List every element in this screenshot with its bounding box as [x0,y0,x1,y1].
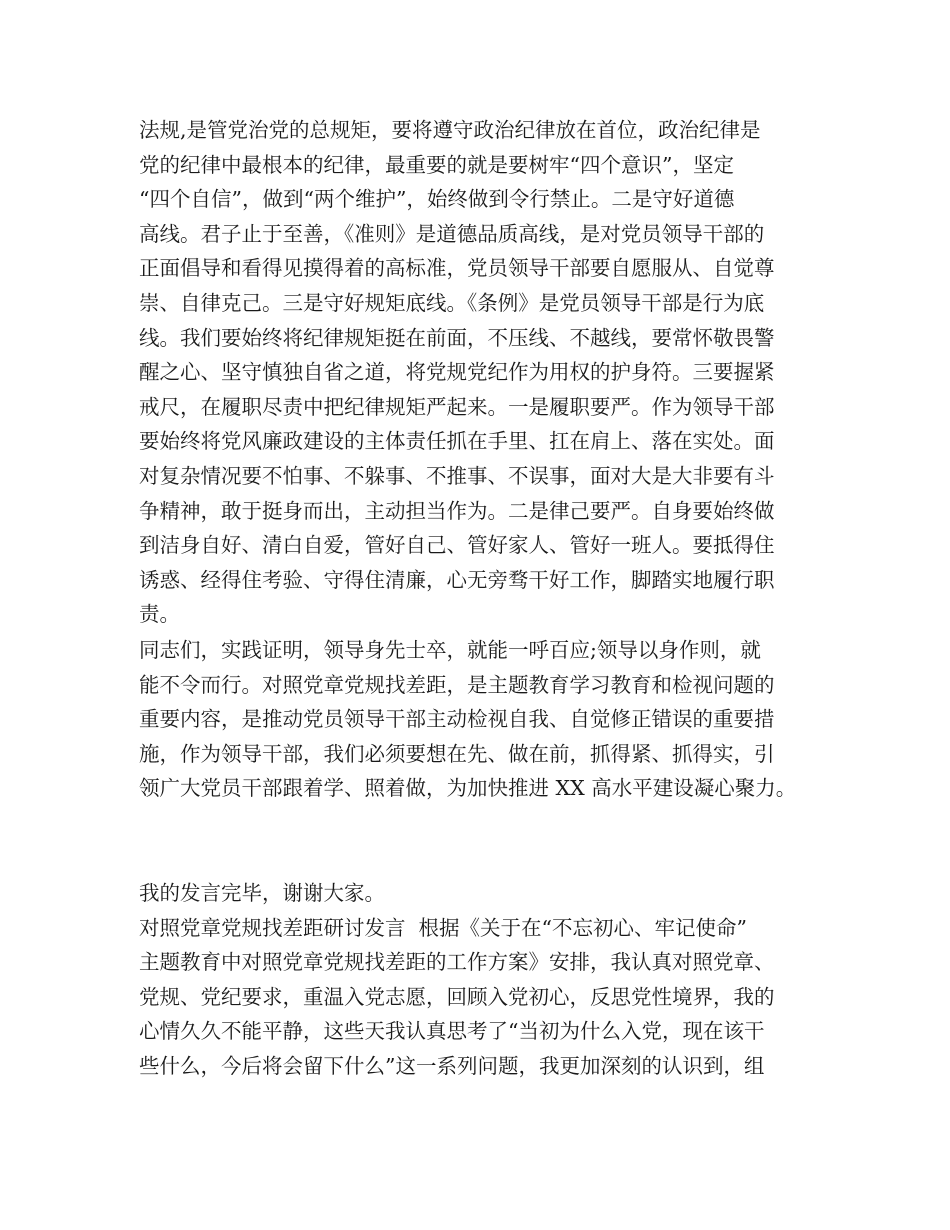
text-line: 党规、党纪要求，重温入党志愿，回顾入党初心，反思党性境界，我的 [139,984,775,1009]
paragraph-comrades [139,633,829,806]
text-line: 我的发言完毕，谢谢大家。 [139,881,385,905]
text-line: 线。我们要始终将纪律规矩挺在前面，不压线、不越线，要常怀敬畏警 [139,325,775,350]
text-line: 戒尺，在履职尽责中把纪律规矩严起来。一是履职要严。作为领导干部 [139,394,775,419]
text-line: 诱惑、经得住考验、守得住清廉，心无旁骛干好工作，脚踏实地履行职 [139,567,775,592]
text-line: 对复杂情况要不怕事、不躲事、不推事、不误事，面对大是大非要有斗 [139,463,775,488]
text-line: 领广大党员干部跟着学、照着做，为加快推进 XX 高水平建设凝心聚力。 [139,776,797,801]
paragraph-discipline [139,113,829,632]
text-line: 重要内容，是推动党员领导干部主动检视自我、自觉修正错误的重要措 [139,707,775,732]
text-line: 对照党章党规找差距研讨发言 根据《关于在“不忘初心、牢记使命” [139,915,747,940]
text-line: 施，作为领导干部，我们必须要想在先、做在前，抓得紧、抓得实，引 [139,741,775,766]
text-line: 能不令而行。对照党章党规找差距，是主题教育学习教育和检视问题的 [139,672,775,697]
text-line: 些什么，今后将会留下什么”这一系列问题，我更加深刻的认识到，组 [139,1053,765,1078]
text-line: “四个自信”，做到“两个维护”，始终做到令行禁止。二是守好道德 [139,187,735,212]
text-line: 到洁身自好、清白自爱，管好自己、管好家人、管好一班人。要抵得住 [139,533,775,558]
text-line: 党的纪律中最根本的纪律，最重要的就是要树牢“四个意识”，坚定 [139,152,734,177]
text-line: 同志们，实践证明，领导身先士卒，就能一呼百应;领导以身作则，就 [139,638,761,662]
text-line: 高线。君子止于至善，《准则》是道德品质高线，是对党员领导干部的 [139,221,765,246]
text-line: 正面倡导和看得见摸得着的高标准，党员领导干部要自愿服从、自觉尊 [139,256,775,281]
text-line: 要始终将党风廉政建设的主体责任抓在手里、扛在肩上、落在实处。面 [139,429,775,454]
text-line: 争精神，敢于挺身而出，主动担当作为。二是律己要严。自身要始终做 [139,498,775,523]
text-line: 责。 [139,602,180,627]
text-line: 醒之心、坚守慎独自省之道，将党规党纪作为用权的护身符。三要握紧 [139,360,775,385]
paragraph-closing [139,876,829,1084]
text-line: 心情久久不能平静，这些天我认真思考了“当初为什么入党，现在该干 [139,1019,765,1044]
text-line: 法规,是管党治党的总规矩，要将遵守政治纪律放在首位，政治纪律是 [139,118,761,142]
text-line: 主题教育中对照党章党规找差距的工作方案》安排，我认真对照党章、 [139,950,775,975]
text-line: 崇、自律克己。三是守好规矩底线。《条例》是党员领导干部是行为底 [139,290,765,315]
